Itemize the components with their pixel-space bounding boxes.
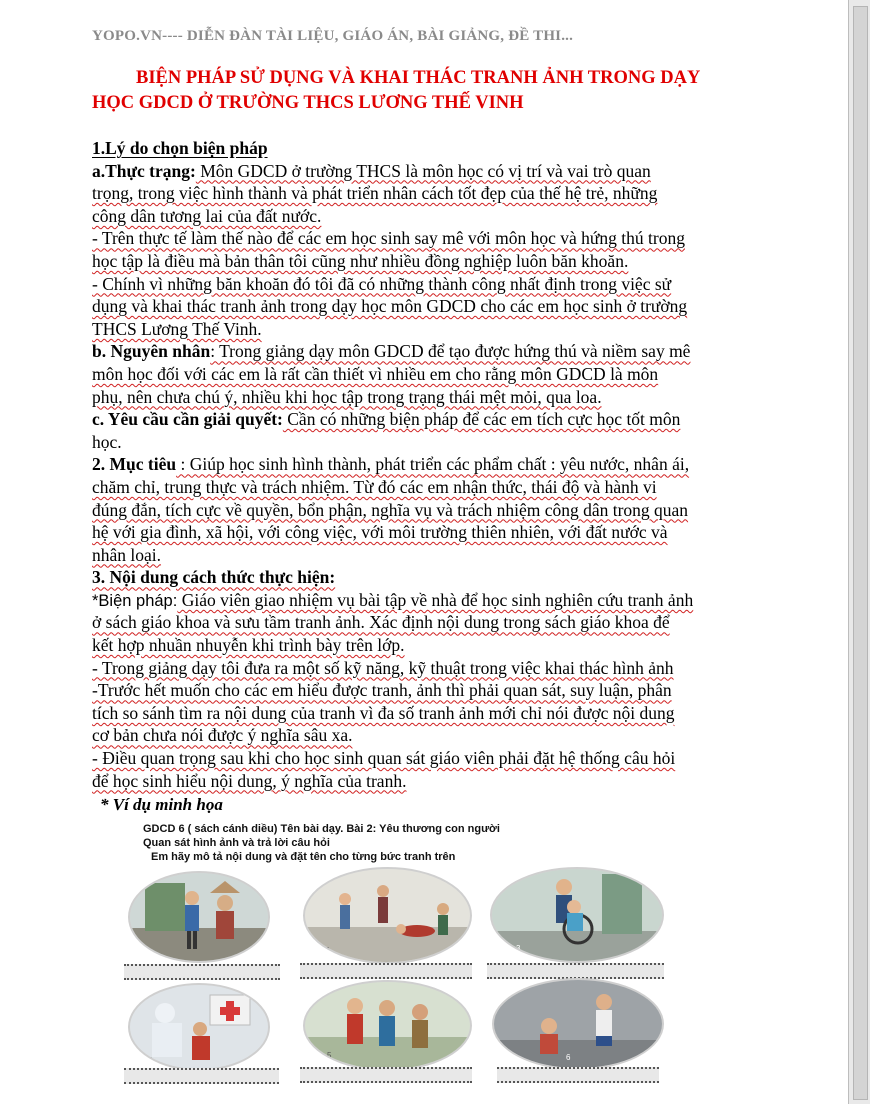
label-bien-phap: *Biện pháp: — [92, 591, 178, 610]
picture-3-illustration — [490, 867, 664, 963]
paragraph-line: cơ bản chưa nói được ý nghĩa sâu xa. — [92, 725, 353, 746]
paragraph-line: trọng, trong việc hình thành và phát triển nhân cách tốt đẹp của thế hệ trẻ, những — [92, 183, 658, 204]
paragraph-line: Môn GDCD ở trường THCS là môn học có vị trí và vai trò quan — [195, 160, 651, 181]
picture-5-illustration — [303, 980, 472, 1071]
paragraph-line: - Chính vì những băn khoăn đó tôi đã có những thành công nhất định trong việc sử — [92, 273, 672, 294]
paragraph-line: chăm chỉ, trung thực và trách nhiệm. Từ đó các em nhận thức, thái độ và hành vi — [92, 476, 657, 497]
paragraph-line: dụng và khai thác tranh ảnh trong dạy học môn GDCD cho các em học sinh ở trường — [92, 296, 688, 317]
answer-dotted-line — [124, 1068, 279, 1084]
picture-number: 1 — [144, 946, 149, 955]
section-1-heading: 1.Lý do chọn biện pháp — [92, 138, 268, 158]
answer-dotted-line — [300, 1067, 472, 1083]
paragraph-line: công dân tương lai của đất nước. — [92, 205, 322, 226]
answer-dotted-line — [124, 964, 280, 980]
paragraph-line: ở sách giáo khoa và sưu tầm tranh ảnh. Xác định nội dung trong sách giáo khoa để — [92, 612, 670, 633]
picture-number: 6 — [566, 1053, 571, 1062]
paragraph-line: tích so sánh tìm ra nội dung của tranh vì đa số tranh ảnh mới chỉ nói được nội dung — [92, 702, 675, 723]
picture-number: 2 — [325, 946, 330, 955]
answer-dotted-line — [300, 963, 472, 979]
answer-dotted-line — [487, 963, 664, 979]
document-title — [92, 66, 752, 116]
label-thuc-trang: a.Thực trạng: — [92, 160, 196, 181]
picture-number: 5 — [327, 1051, 332, 1060]
section-3-heading: 3. Nội dung cách thức thực hiện: — [92, 567, 336, 588]
paragraph-line: hệ với gia đình, xã hội, với công việc, với môi trường thiên nhiên, với đất nước và — [92, 522, 668, 543]
scrollbar-thumb[interactable] — [853, 6, 868, 1100]
site-header: YOPO.VN---- DIỄN ĐÀN TÀI LIỆU, GIÁO ÁN, BÀI GIẢNG, ĐỀ THI... — [92, 28, 574, 44]
paragraph-line: học tập là điều mà bản thân tôi cũng như nhiều đồng nghiệp luôn băn khoăn. — [92, 250, 629, 271]
paragraph-line: - Điều quan trọng sau khi cho học sinh quan sát giáo viên phải đặt hệ thống câu hỏi — [92, 748, 676, 769]
paragraph-line: - Trên thực tế làm thế nào để các em học sinh say mê với môn học và hứng thú trong — [92, 228, 685, 249]
picture-number: 4 — [148, 1056, 153, 1065]
document-body — [92, 135, 772, 792]
example-heading: * Ví dụ minh họa — [100, 795, 223, 814]
paragraph-line: : Trong giảng dạy môn GDCD để tạo được hứng thú và niềm say mê — [210, 341, 691, 362]
picture-2-illustration — [303, 867, 472, 964]
picture-1-illustration — [128, 871, 270, 963]
caption-line-3: Em hãy mô tả nội dung và đặt tên cho từng bức tranh trên — [151, 851, 456, 863]
picture-6-illustration — [492, 978, 664, 1070]
label-nguyen-nhan: b. Nguyên nhân — [92, 341, 211, 362]
paragraph-line: môn học đối với các em là rất cần thiết vì nhiều em cho rằng môn GDCD là môn — [92, 363, 659, 384]
paragraph-line: - Trong giảng dạy tôi đưa ra một số kỹ năng, kỹ thuật trong việc khai thác hình ảnh — [92, 657, 674, 678]
paragraph-line: nhân loại. — [92, 544, 162, 565]
paragraph-line: -Trước hết muốn cho các em hiểu được tranh, ảnh thì phải quan sát, suy luận, phân — [92, 680, 672, 701]
figure-caption — [143, 822, 500, 864]
caption-line-1: GDCD 6 ( sách cánh diều) Tên bài dạy. Bài 2: Yêu thương con người — [143, 823, 500, 835]
paragraph-line: Cần có những biện pháp để các em tích cực học tốt môn — [282, 409, 681, 430]
paragraph-line: học. — [92, 431, 122, 452]
label-yeu-cau: c. Yêu cầu cần giải quyết: — [92, 409, 283, 430]
paragraph-line: để học sinh hiểu nội dung, ý nghĩa của tranh. — [92, 770, 407, 791]
vertical-scrollbar[interactable] — [848, 0, 870, 1104]
label-muc-tieu: 2. Mục tiêu — [92, 454, 177, 475]
paragraph-line: Giáo viên giao nhiệm vụ bài tập về nhà để học sinh nghiên cứu tranh ảnh — [177, 589, 694, 610]
paragraph-line: : Giúp học sinh hình thành, phát triển các phẩm chất : yêu nước, nhân ái, — [176, 454, 690, 475]
picture-number: 3 — [516, 944, 521, 953]
paragraph-line: THCS Lương Thế Vinh. — [92, 318, 262, 339]
answer-dotted-line — [497, 1067, 659, 1083]
picture-4-illustration — [128, 983, 270, 1071]
paragraph-line: phụ, nên chưa chú ý, nhiều khi học tập trong trạng thái mệt mỏi, qua loa. — [92, 386, 602, 407]
paragraph-line: kết hợp nhuần nhuyễn khi trình bày trên lớp. — [92, 635, 405, 656]
title-line-2: HỌC GDCD Ở TRƯỜNG THCS LƯƠNG THẾ VINH — [92, 93, 524, 113]
caption-line-2: Quan sát hình ảnh và trả lời câu hỏi — [143, 837, 330, 849]
paragraph-line: đúng đắn, tích cực về quyền, bổn phận, nghĩa vụ và trách nhiệm công dân trong quan — [92, 499, 689, 520]
title-line-1: BIỆN PHÁP SỬ DỤNG VÀ KHAI THÁC TRANH ẢNH TRONG DẠY — [136, 68, 701, 88]
